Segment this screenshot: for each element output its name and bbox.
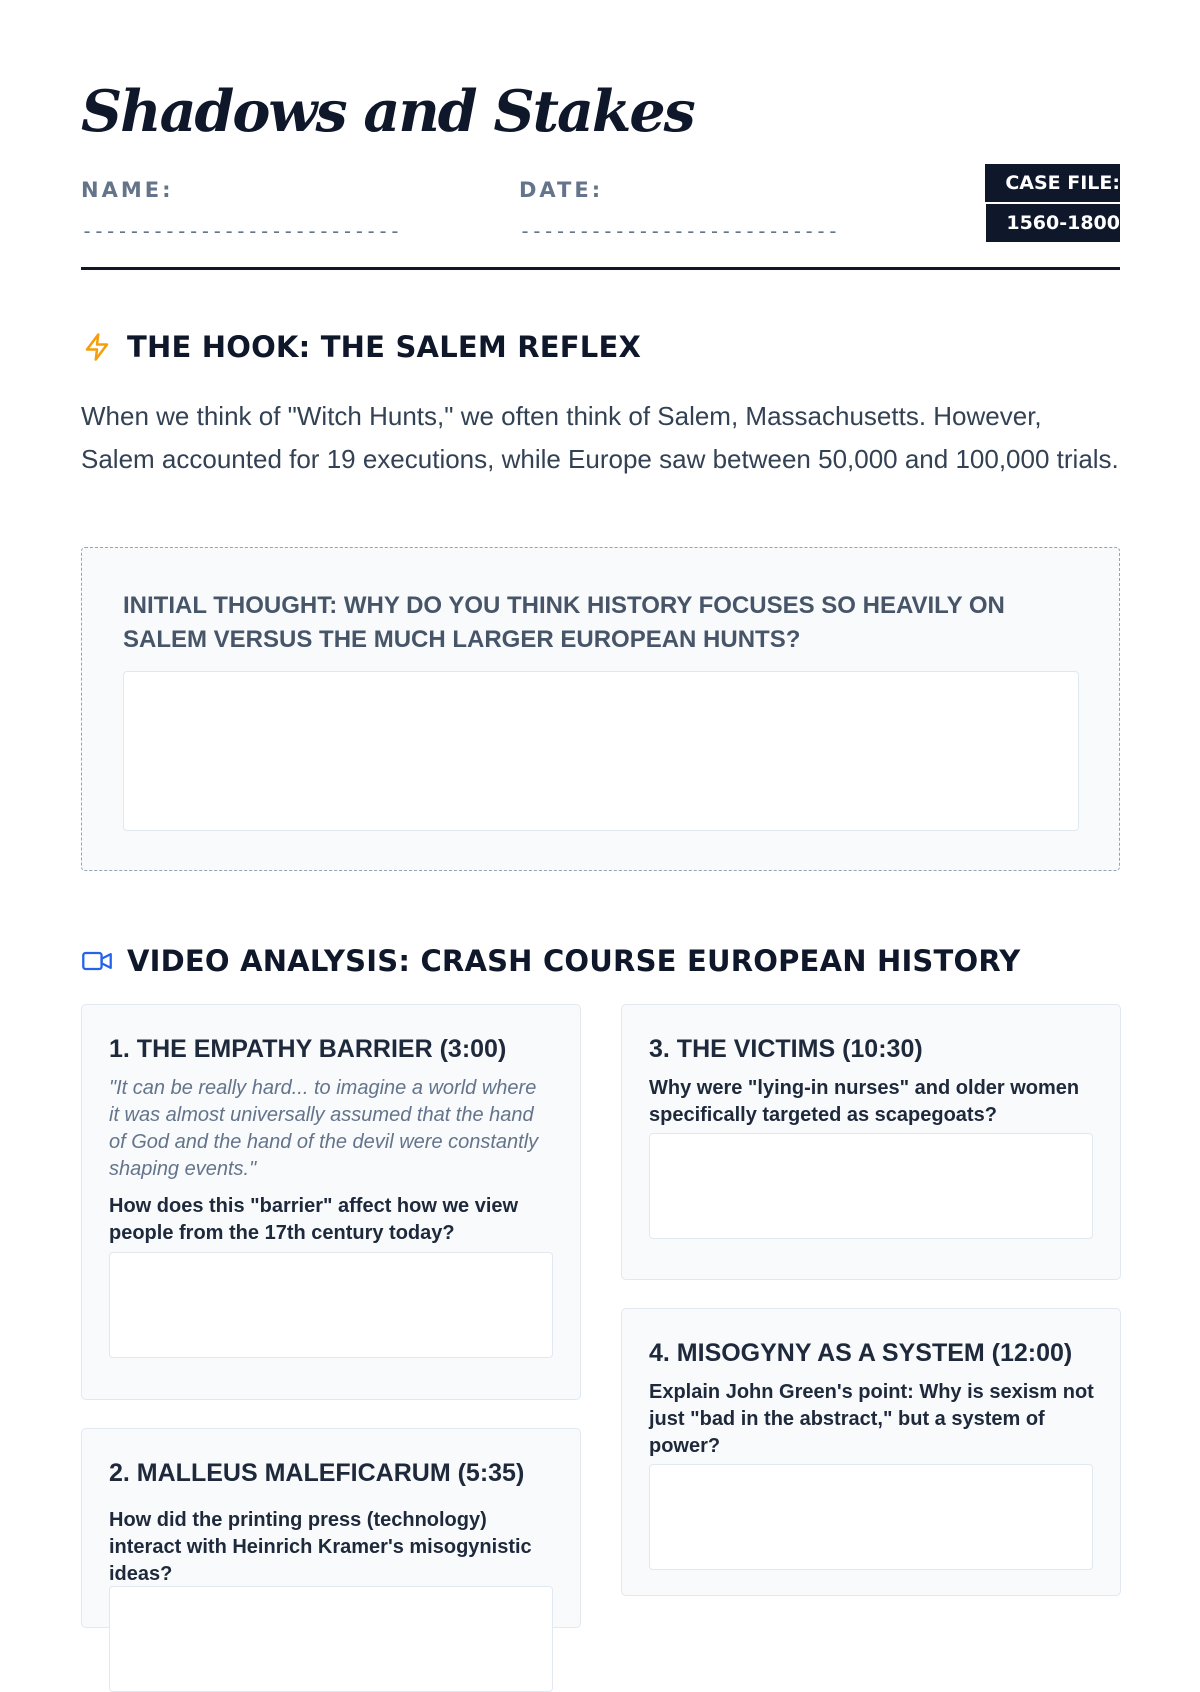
card-question: How did the printing press (technology) interact with Heinrich Kramer's misogynistic ideas?: [109, 1509, 532, 1585]
hook-heading-text: THE HOOK: THE SALEM REFLEX: [127, 330, 642, 364]
hook-paragraph: When we think of "Witch Hunts," we often think of Salem, Massachusetts. However, Salem accounted for 19 executions, while Europe saw between 50,000 and 100,000 trials.: [81, 401, 1119, 474]
card-question: Why were "lying-in nurses" and older women specifically targeted as scapegoats?: [649, 1077, 1080, 1126]
card-answer-box[interactable]: [109, 1252, 553, 1358]
video-heading-text: VIDEO ANALYSIS: CRASH COURSE EUROPEAN HISTORY: [127, 944, 1021, 978]
date-field[interactable]: ---------------------------: [519, 219, 839, 243]
card-question: How does this "barrier" affect how we view people from the 17th century today?: [109, 1195, 519, 1244]
name-label: NAME:: [81, 178, 174, 202]
header-divider: [81, 267, 1120, 270]
hook-section-heading: [81, 330, 641, 364]
initial-thought-answer[interactable]: [123, 671, 1079, 831]
initial-thought-prompt: INITIAL THOUGHT: WHY DO YOU THINK HISTORY FOCUSES SO HEAVILY ON SALEM VERSUS THE MUCH LARGER EUROPEAN HUNTS?: [123, 592, 1005, 653]
card-question: Explain John Green's point: Why is sexism not just "bad in the abstract," but a system of power?: [649, 1381, 1094, 1457]
card-title: 3. THE VICTIMS (10:30): [649, 1035, 923, 1063]
card-quote: "It can be really hard... to imagine a world where it was almost universally assumed that the hand of God and the hand of the devil were constantly shaping events.": [109, 1077, 539, 1180]
date-label: DATE:: [519, 178, 604, 202]
question-card-empathy-barrier: [81, 1004, 581, 1400]
card-title: 4. MISOGYNY AS A SYSTEM (12:00): [649, 1339, 1073, 1367]
page-title: Shadows and Stakes: [81, 78, 694, 145]
video-section-heading: [81, 944, 1021, 978]
card-answer-box[interactable]: [109, 1586, 553, 1692]
initial-thought-box: [81, 547, 1120, 871]
question-card-malleus-maleficarum: [81, 1428, 581, 1628]
card-title: 1. THE EMPATHY BARRIER (3:00): [109, 1035, 507, 1063]
card-answer-box[interactable]: [649, 1464, 1093, 1570]
case-file-badge: [930, 163, 1120, 243]
lightning-icon: [81, 331, 113, 363]
case-file-text: CASE FILE: 1560-1800: [985, 164, 1120, 242]
name-field[interactable]: ---------------------------: [81, 219, 401, 243]
card-answer-box[interactable]: [649, 1133, 1093, 1239]
question-card-victims: [621, 1004, 1121, 1280]
video-camera-icon: [81, 945, 113, 977]
card-title: 2. MALLEUS MALEFICARUM (5:35): [109, 1459, 525, 1487]
question-card-misogyny-system: [621, 1308, 1121, 1596]
